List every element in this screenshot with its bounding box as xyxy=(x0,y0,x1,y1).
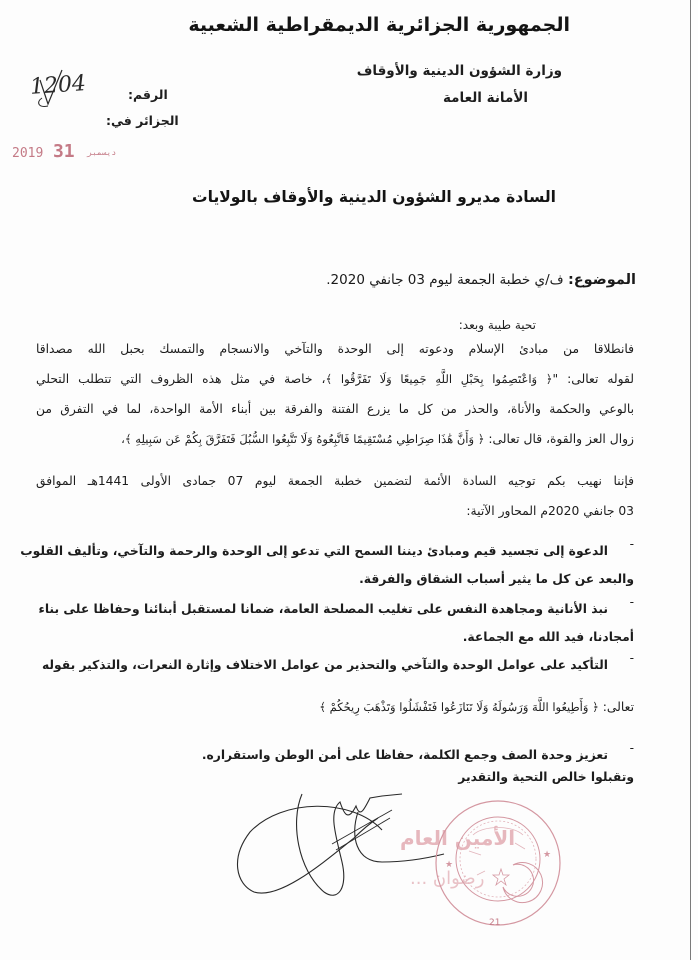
quran-verse: ﴿ وَأَطِيعُوا اللَّهَ وَرَسُولَهُ وَلَا تَنَازَعُوا فَتَفْشَلُوا وَتَذْهَبَ رِيحُكُمْ ﴾ xyxy=(319,700,599,714)
paragraph-text: لقوله تعالى: " xyxy=(552,372,634,386)
list-item-line: الدعوة إلى تجسيد قيم ومبادئ ديننا السمح التي تدعو إلى الوحدة والرحمة والتآخي، وتأليف القلوب xyxy=(20,544,608,558)
subject-label: الموضوع: xyxy=(567,272,636,288)
list-item-line: أمجادنا، فيد الله مع الجماعة. xyxy=(462,630,634,644)
list-item-line-with-verse xyxy=(36,679,634,731)
list-item-line: تعزيز وحدة الصف وجمع الكلمة، حفاظا على أمن الوطن واستقراره. xyxy=(201,748,608,762)
bullet-dash: - xyxy=(629,741,634,755)
date-stamp-day: 31 xyxy=(52,141,75,162)
quran-verse: ﴿ وَاعْتَصِمُوا بِحَبْلِ اللَّهِ جَمِيعًا وَلَا تَفَرَّقُوا ﴾ xyxy=(325,372,553,386)
date-stamp xyxy=(12,141,119,162)
date-stamp-year: 2019 xyxy=(12,146,44,161)
date-stamp-month: ديسمبر xyxy=(87,148,117,157)
list-item-line: التأكيد على عوامل الوحدة والتآخي والتحذير من عوامل الاختلاف وإثارة النعرات، والتذكير بقوله xyxy=(41,658,608,672)
addressee-heading: السادة مديرو الشؤون الدينية والأوقاف بالولايات xyxy=(192,188,556,206)
greeting: تحية طيبة وبعد: xyxy=(458,318,536,332)
paragraph-text: زوال العز والقوة، قال تعالى: xyxy=(488,432,634,446)
svg-text:★: ★ xyxy=(543,850,552,860)
paragraph-directive xyxy=(36,466,634,526)
seal-number: 21 xyxy=(489,918,501,928)
bullet-dash: - xyxy=(629,537,634,551)
list-item xyxy=(36,651,634,741)
signatory-name: رضوان ... xyxy=(410,868,485,889)
quran-verse: ﴿ وَأَنَّ هَٰذَا صِرَاطِي مُسْتَقِيمًا فَاتَّبِعُوهُ وَلَا تَتَّبِعُوا السُّبُلَ فَتَفَرَّقَ بِكُمْ عَن سَبِيلِهِ ﴾، xyxy=(121,432,485,446)
secretariat-name: الأمانة العامة xyxy=(443,90,528,106)
list-item-line: نبذ الأنانية ومجاهدة النفس على تغليب المصلحة العامة، ضمانا لمستقبل أبنائنا وحفاظا على بناء xyxy=(38,602,608,616)
paragraph-line-with-verse xyxy=(36,424,634,454)
list-item-line: والبعد عن كل ما يثير أسباب الشقاق والفرقة. xyxy=(359,572,634,586)
place-date-label: الجزائر في: xyxy=(106,113,179,128)
reference-number-handwritten: 1204 xyxy=(29,71,87,100)
paragraph-line-with-verse xyxy=(36,364,634,394)
signatory-title: الأمين العام xyxy=(400,826,516,850)
paragraph-line: فانطلاقا من مبادئ الإسلام ودعوته إلى الوحدة والتآخي والانسجام والتمسك بحبل الله مصداقا xyxy=(36,342,634,356)
page-edge-line xyxy=(690,0,691,960)
reference-number-label: الرقم: xyxy=(128,87,168,102)
svg-text:★: ★ xyxy=(445,860,454,870)
list-item xyxy=(36,595,634,651)
handwritten-signature xyxy=(232,792,452,912)
list-item-text: تعالى: xyxy=(602,700,634,714)
bullet-dash: - xyxy=(629,595,634,609)
ministry-name: وزارة الشؤون الدينية والأوقاف xyxy=(356,63,562,79)
republic-heading: الجمهورية الجزائرية الديمقراطية الشعبية xyxy=(188,14,570,36)
closing-salutation: وتقبلوا خالص التحية والتقدير xyxy=(458,770,634,784)
subject-line xyxy=(326,272,636,288)
paragraph-intro xyxy=(36,334,634,454)
subject-text: ف/ي خطبة الجمعة ليوم 03 جانفي 2020. xyxy=(326,272,564,288)
topics-list xyxy=(20,537,634,781)
paragraph-line: فإننا نهيب بكم توجيه السادة الأئمة لتضمين خطبة الجمعة ليوم 07 جمادى الأولى 1441هـ الموافق xyxy=(36,474,635,488)
paragraph-text: ، خاصة في مثل هذه الظروف التي تتطلب التحلي xyxy=(36,372,326,386)
paragraph-line: 03 جانفي 2020م المحاور الآتية: xyxy=(466,504,634,518)
list-item xyxy=(20,537,634,595)
paragraph-line: بالوعي والحكمة والأناة، والحذر من كل ما يزرع الفتنة والفرقة بين أبناء الأمة الواحدة، لما في التفرق من xyxy=(36,402,634,416)
bullet-dash: - xyxy=(629,651,634,665)
